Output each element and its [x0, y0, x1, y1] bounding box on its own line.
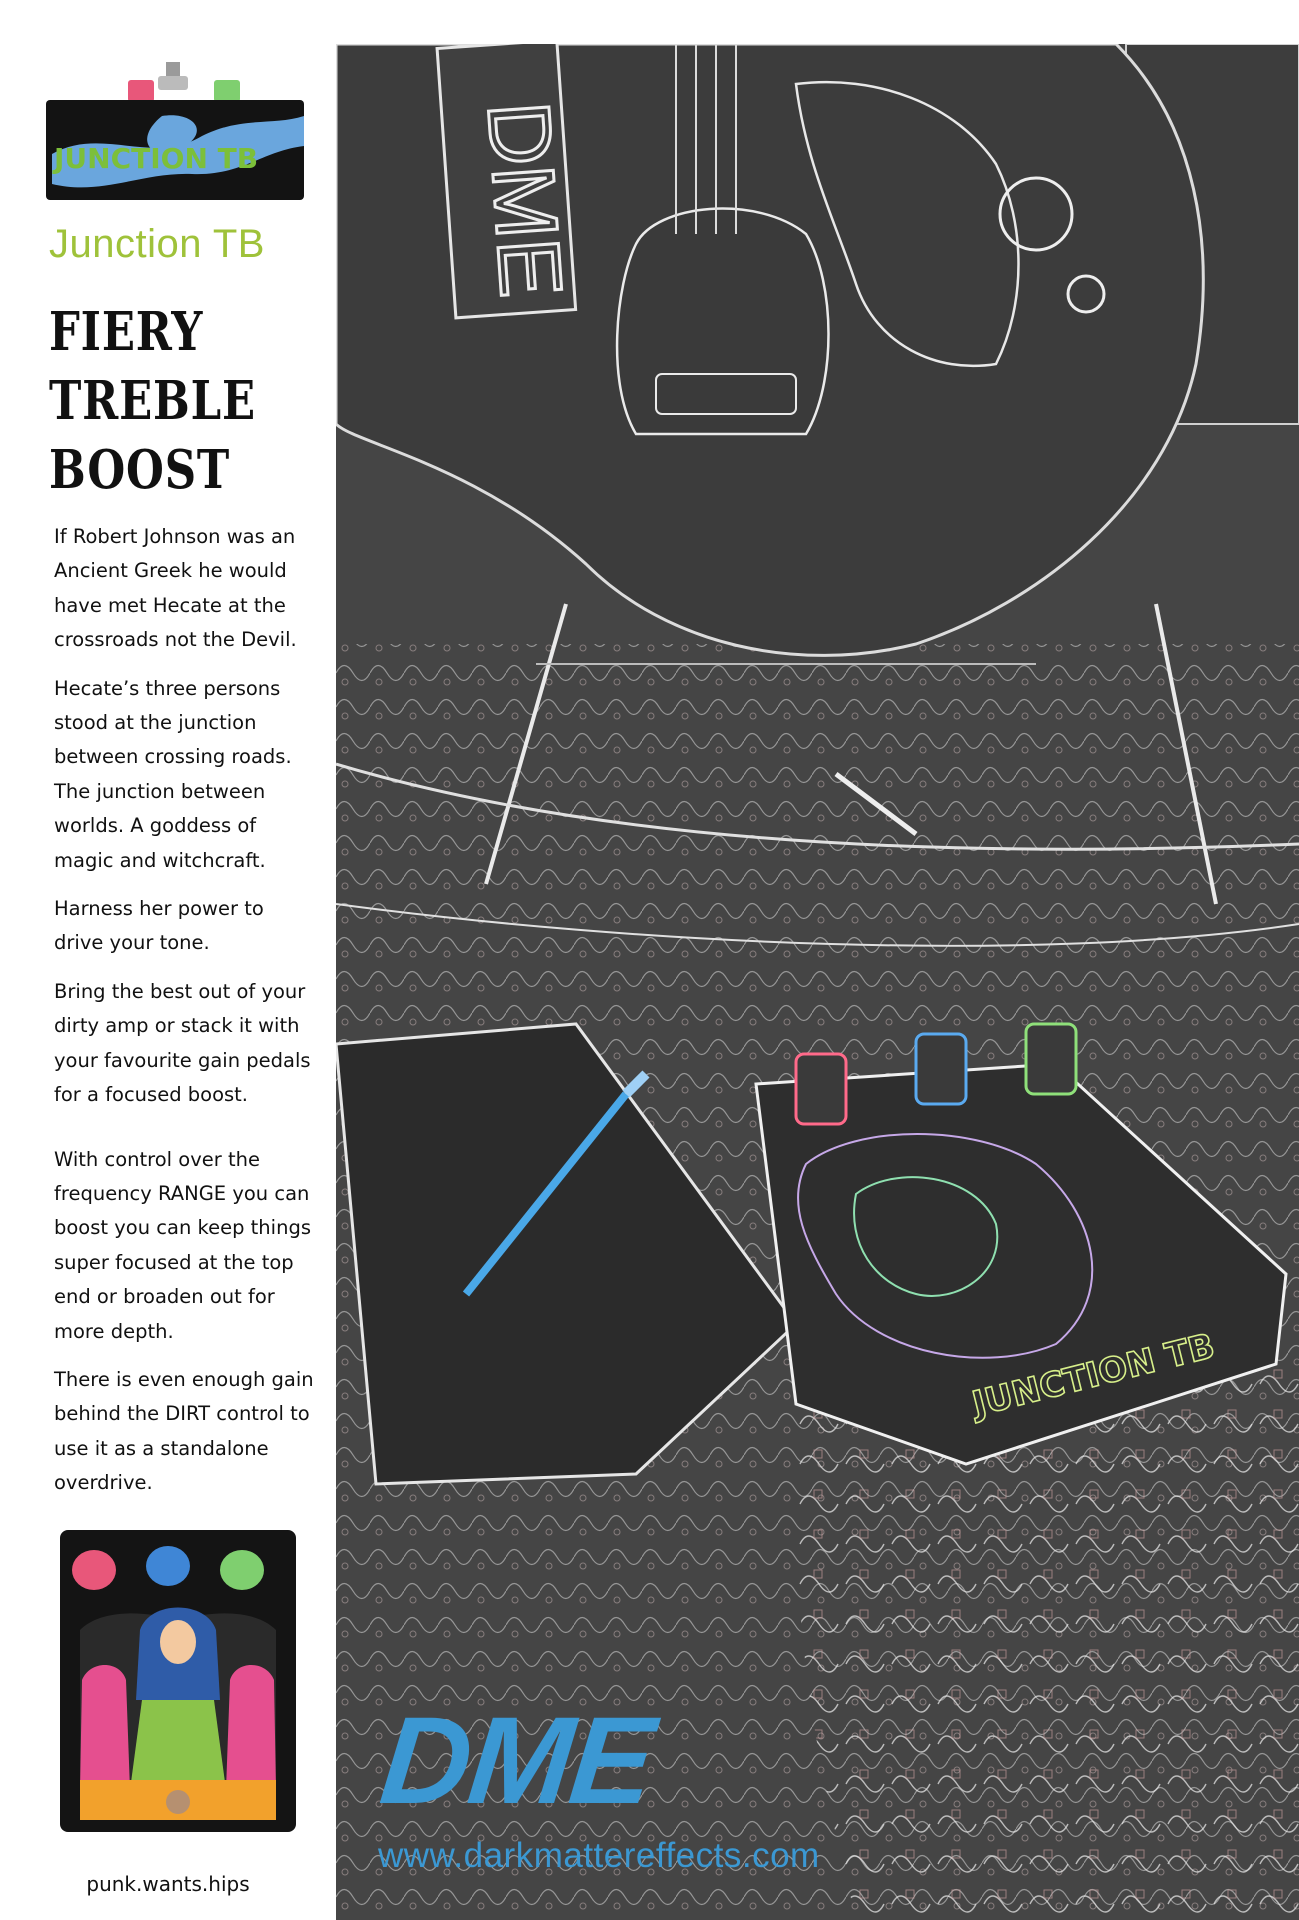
pink-knob-icon	[796, 1054, 846, 1124]
pink-knob-icon	[128, 80, 154, 102]
sidebar	[0, 0, 336, 1920]
headline-line-2: TREBLE	[49, 370, 256, 432]
green-knob-icon	[214, 80, 240, 102]
blue-knob-icon	[916, 1034, 966, 1104]
guitar-dme-logo: DME	[469, 98, 582, 301]
blue-knob-icon	[146, 1546, 190, 1586]
headline-line-3: BOOST	[49, 439, 231, 501]
paragraph-6: There is even enough gain behind the DIRT control to use it as a standalone overdrive.	[54, 1367, 314, 1495]
green-knob-icon	[220, 1550, 264, 1590]
paragraph-1: If Robert Johnson was an Ancient Greek he would have met Hecate at the crossroads not the Devil.	[54, 525, 297, 652]
pedal-label-text: JUNCTION TB	[968, 1325, 1219, 1425]
logo-text: JUNCTION TB	[54, 142, 259, 175]
brand-logo: DME	[374, 1692, 659, 1830]
paragraph-4: Bring the best out of your dirty amp or stack it with your favourite gain pedals for a focused boost.	[54, 979, 311, 1107]
product-name: Junction TB	[49, 222, 265, 266]
pedal-artwork-image	[60, 1530, 296, 1832]
paragraph-2: Hecate’s three persons stood at the junction between crossing roads. The junction between worlds. A goddess of magic and witchcraft.	[54, 676, 292, 872]
headline-line-1: FIERY	[49, 301, 204, 363]
junction-tb-pedal-logo	[42, 56, 308, 204]
paragraph-3: Harness her power to drive your tone.	[54, 897, 264, 955]
green-knob-icon	[1026, 1024, 1076, 1094]
headline	[49, 298, 329, 505]
pink-knob-icon	[72, 1550, 116, 1590]
website-link[interactable]: www.darkmattereffects.com	[378, 1836, 820, 1875]
paragraph-5: With control over the frequency RANGE you can boost you can keep things super focused at the top end or broaden out for more depth.	[54, 1147, 311, 1343]
social-handle: punk.wants.hips	[86, 1872, 250, 1896]
hero-photo	[336, 44, 1299, 1920]
edge-filtered-guitar-and-pedal-photo	[336, 44, 1299, 1920]
description	[54, 520, 316, 1515]
